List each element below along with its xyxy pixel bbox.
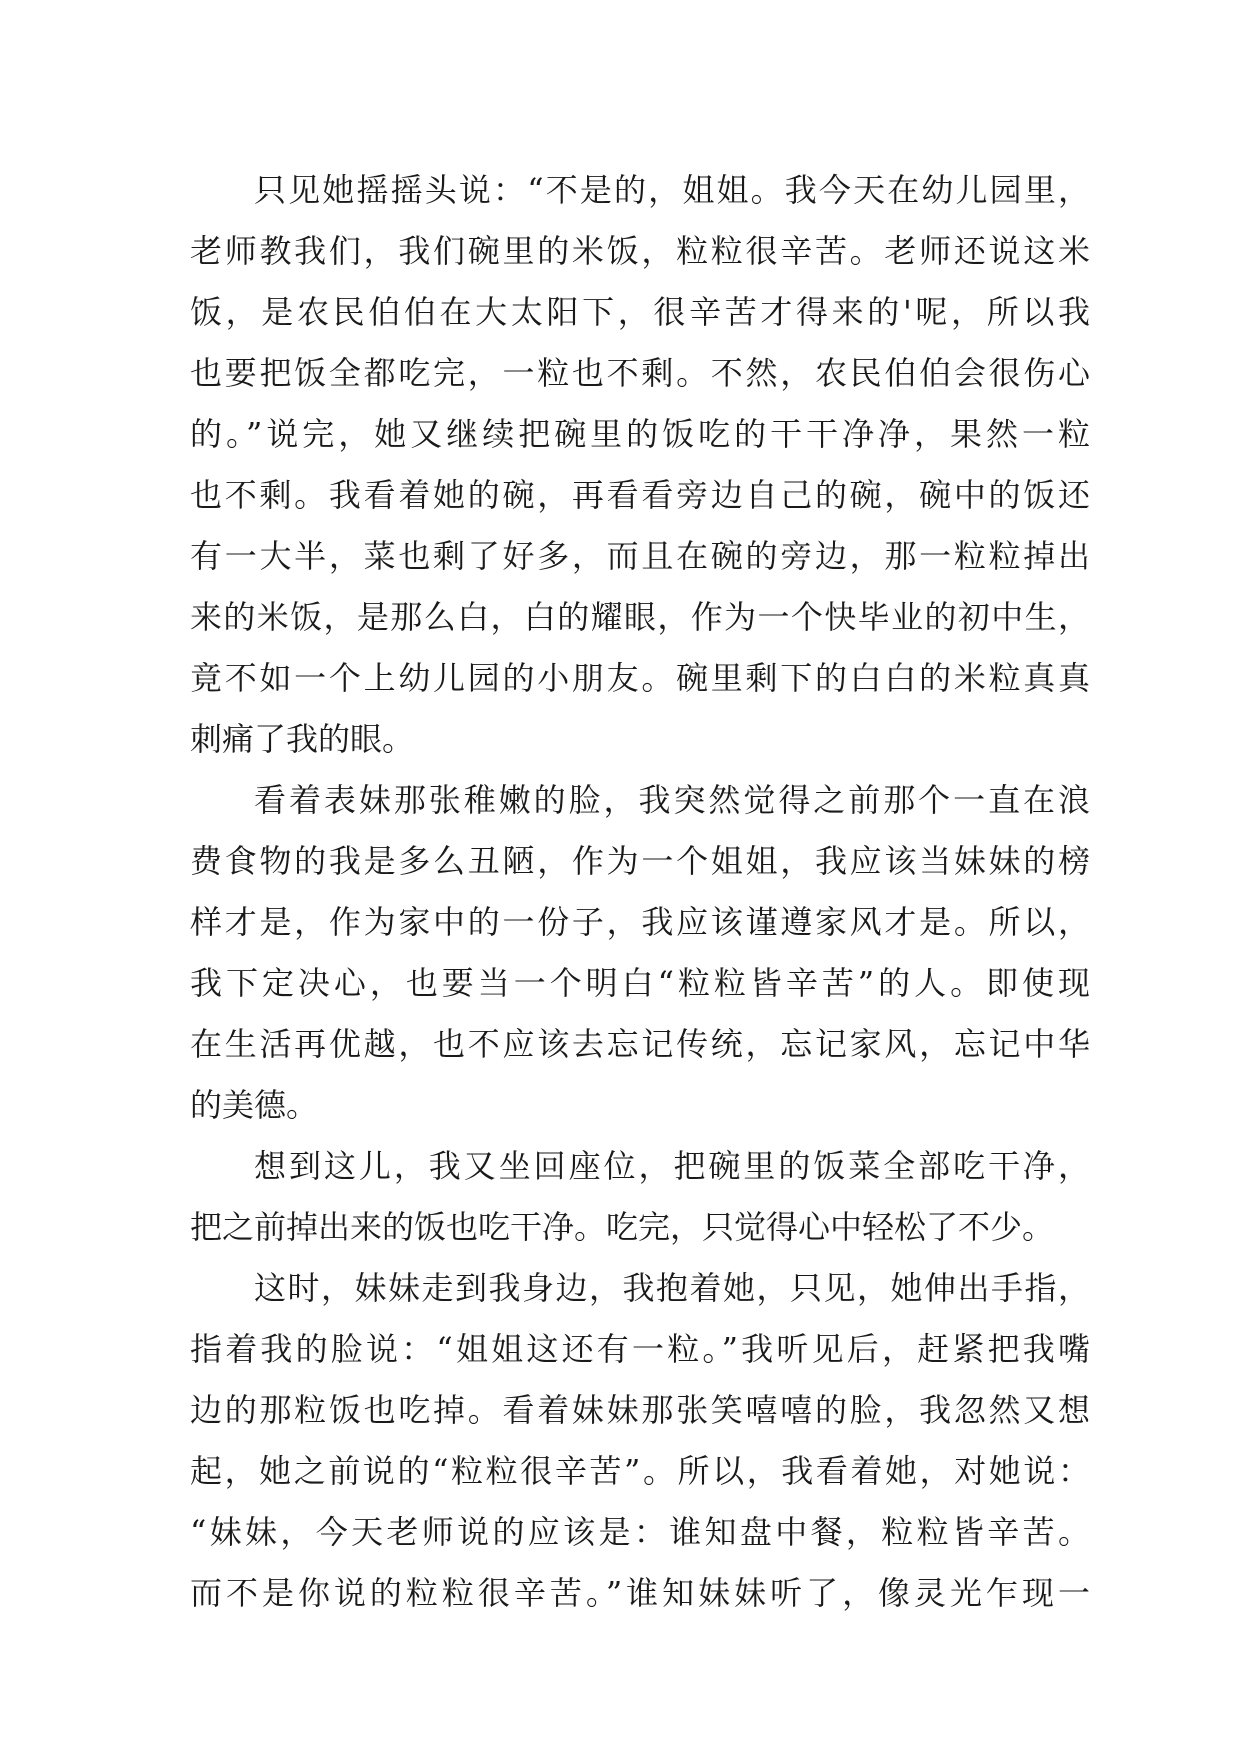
paragraph-1 xyxy=(190,160,1090,770)
paragraph-line: 而不是你说的粒粒很辛苦。”谁知妹妹听了，像灵光乍现一 xyxy=(190,1574,1090,1612)
document-body xyxy=(190,160,1090,1624)
paragraph-line: 边的那粒饭也吃掉。看着妹妹那张笑嘻嘻的脸，我忽然又想 xyxy=(190,1391,1090,1429)
paragraph-line: 我下定决心，也要当一个明白“粒粒皆辛苦”的人。即使现 xyxy=(190,964,1090,1002)
paragraph-line: 这时，妹妹走到我身边，我抱着她，只见，她伸出手指， xyxy=(254,1269,1090,1307)
paragraph-line: 只见她摇摇头说：“不是的，姐姐。我今天在幼儿园里， xyxy=(254,171,1090,209)
paragraph-line: 刺痛了我的眼。 xyxy=(190,720,415,758)
paragraph-line: 的美德。 xyxy=(190,1086,319,1124)
paragraph-line: “妹妹，今天老师说的应该是：谁知盘中餐，粒粒皆辛苦。 xyxy=(190,1513,1090,1551)
paragraph-line: 也要把饭全都吃完，一粒也不剩。不然，农民伯伯会很伤心 xyxy=(190,354,1090,392)
paragraph-4 xyxy=(190,1258,1090,1624)
paragraph-line: 样才是，作为家中的一份子，我应该谨遵家风才是。所以， xyxy=(190,903,1090,941)
paragraph-line: 在生活再优越，也不应该去忘记传统，忘记家风，忘记中华 xyxy=(190,1025,1090,1063)
paragraph-line: 老师教我们，我们碗里的米饭，粒粒很辛苦。老师还说这米 xyxy=(190,232,1090,270)
paragraph-3 xyxy=(190,1136,1090,1258)
paragraph-line: 指着我的脸说：“姐姐这还有一粒。”我听见后，赶紧把我嘴 xyxy=(190,1330,1090,1368)
paragraph-line: 竟不如一个上幼儿园的小朋友。碗里剩下的白白的米粒真真 xyxy=(190,659,1090,697)
paragraph-line: 起，她之前说的“粒粒很辛苦”。所以，我看着她，对她说： xyxy=(190,1452,1090,1490)
paragraph-line: 把之前掉出来的饭也吃干净。吃完，只觉得心中轻松了不少。 xyxy=(190,1208,1055,1246)
paragraph-2 xyxy=(190,770,1090,1136)
paragraph-line: 饭，是农民伯伯在大太阳下，很辛苦才得来的'呢，所以我 xyxy=(190,293,1090,331)
paragraph-line: 的。”说完，她又继续把碗里的饭吃的干干净净，果然一粒 xyxy=(190,415,1090,453)
paragraph-line: 看着表妹那张稚嫩的脸，我突然觉得之前那个一直在浪 xyxy=(254,781,1090,819)
paragraph-line: 有一大半，菜也剩了好多，而且在碗的旁边，那一粒粒掉出 xyxy=(190,537,1090,575)
paragraph-line: 也不剩。我看着她的碗，再看看旁边自己的碗，碗中的饭还 xyxy=(190,476,1090,514)
paragraph-line: 费食物的我是多么丑陋，作为一个姐姐，我应该当妹妹的榜 xyxy=(190,842,1090,880)
paragraph-line: 想到这儿，我又坐回座位，把碗里的饭菜全部吃干净， xyxy=(254,1147,1090,1185)
paragraph-line: 来的米饭，是那么白，白的耀眼，作为一个快毕业的初中生， xyxy=(190,598,1090,636)
